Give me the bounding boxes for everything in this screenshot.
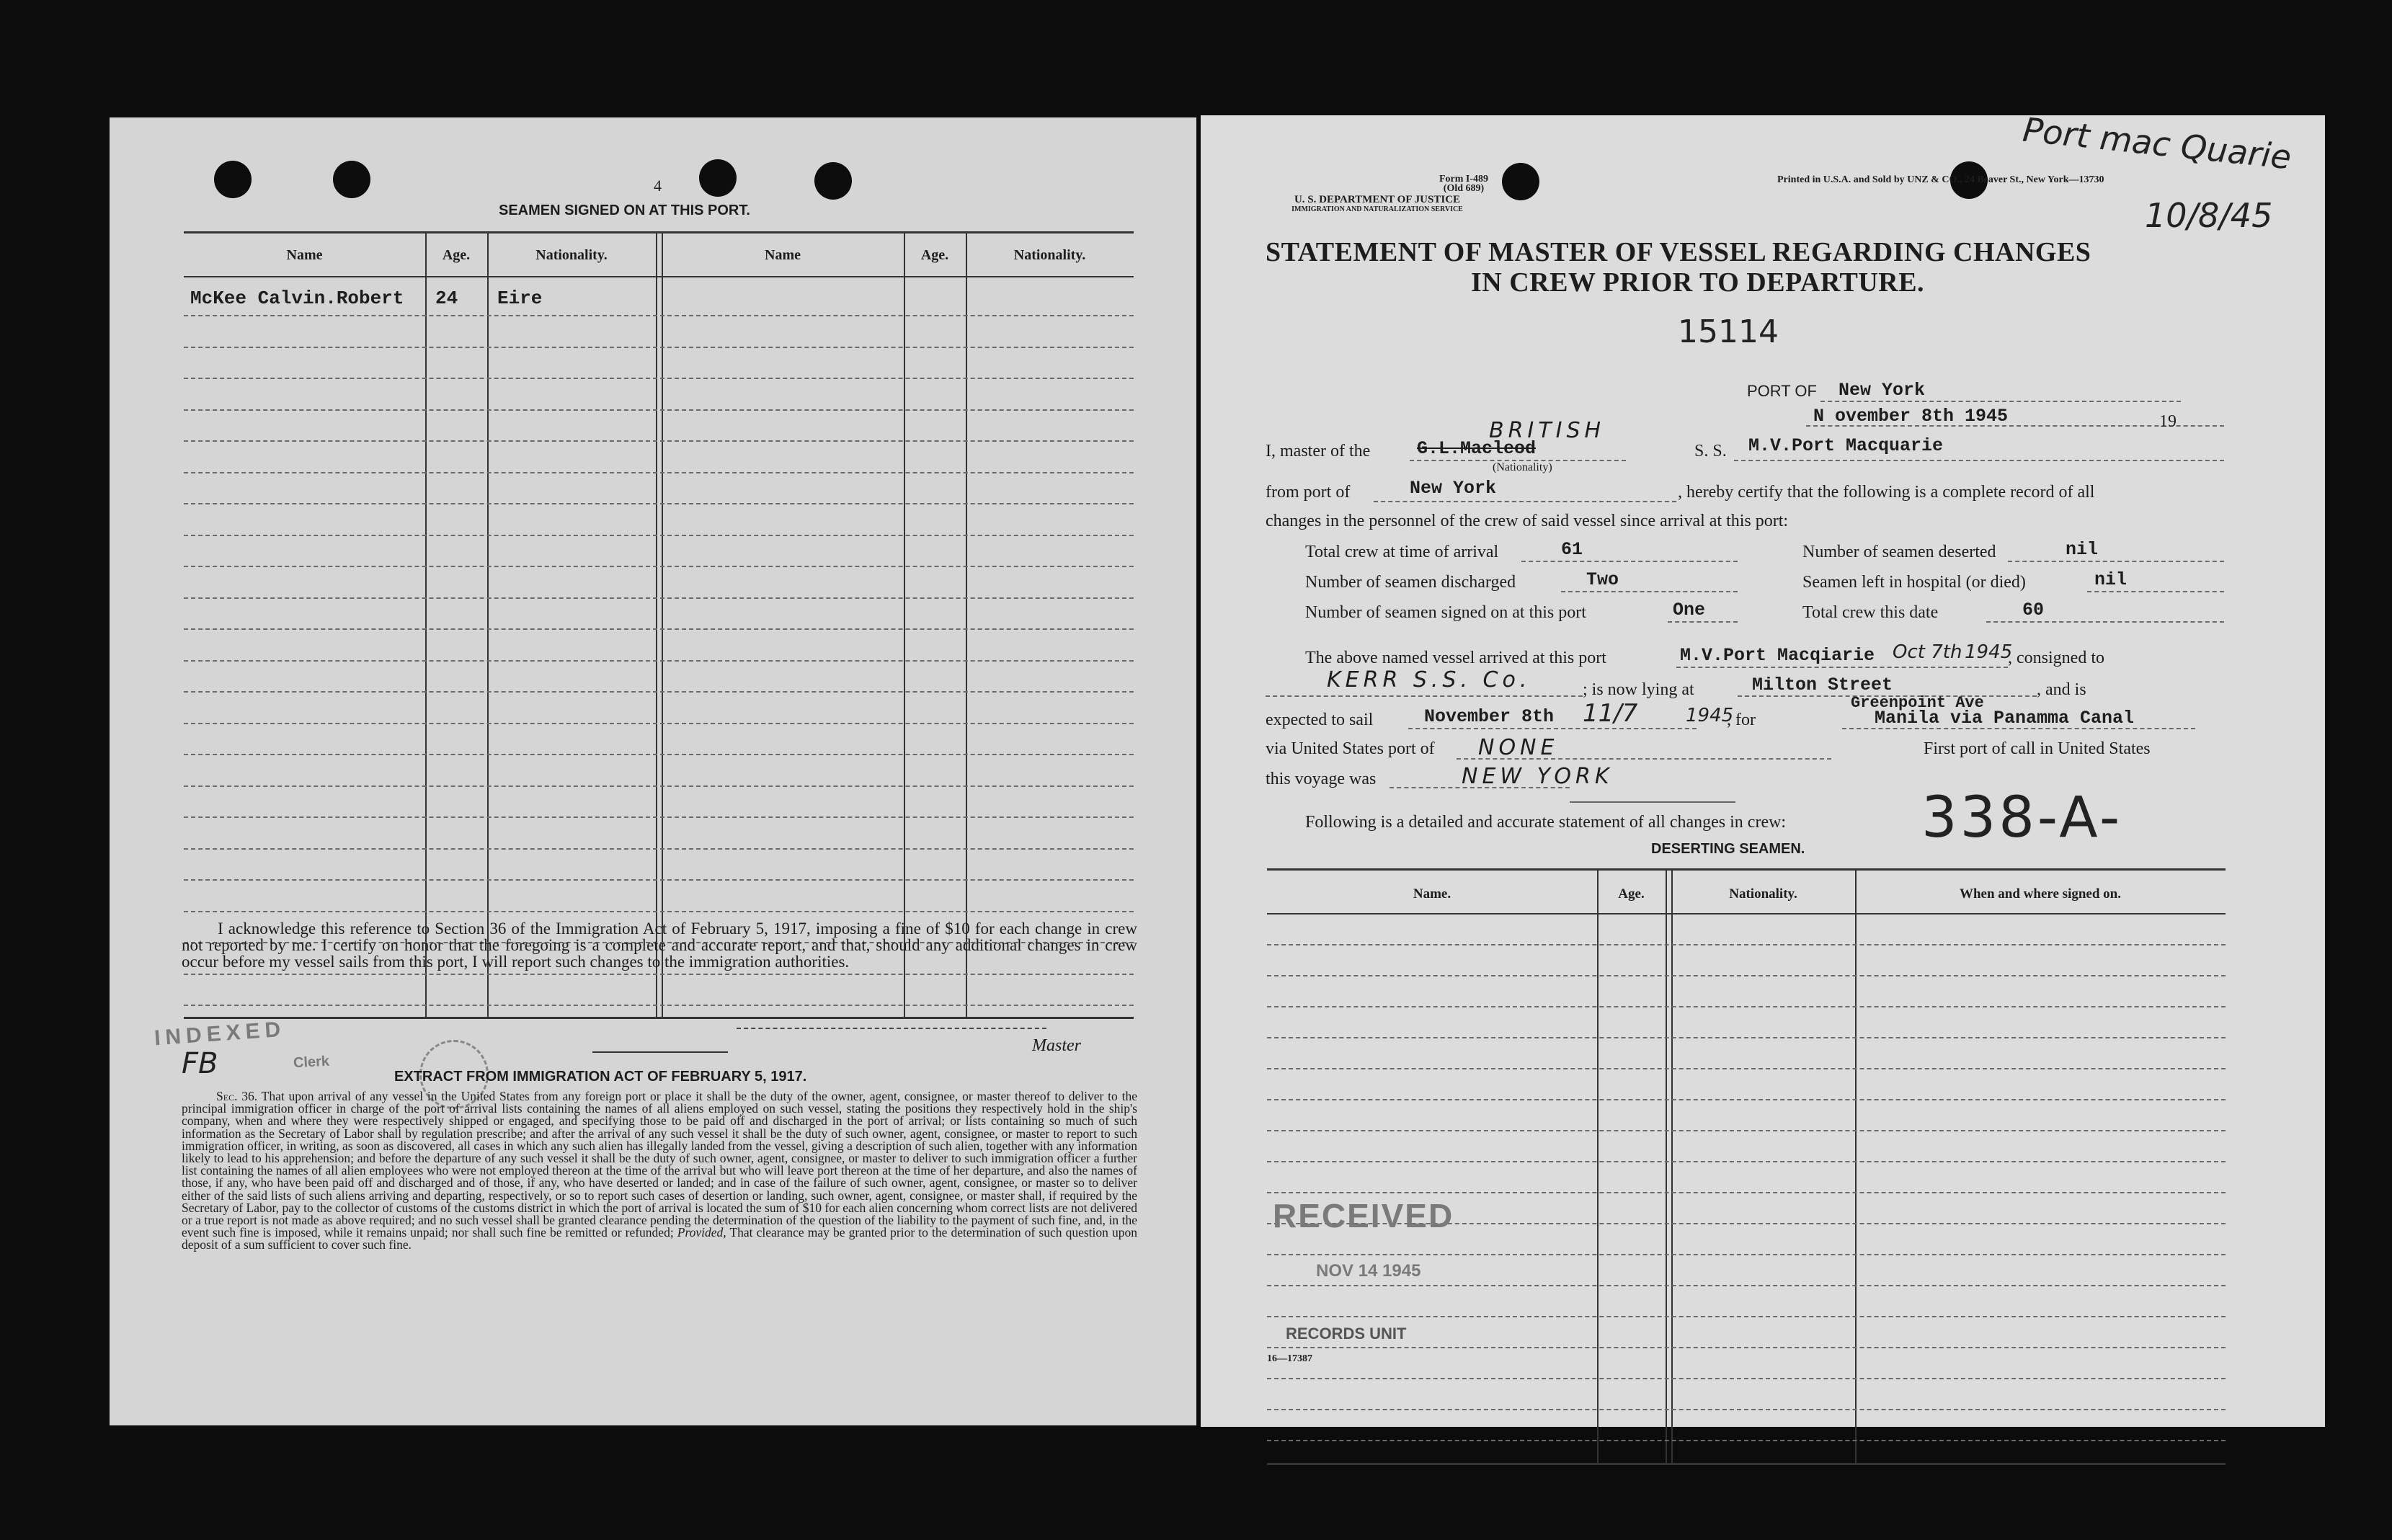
row-line: [1267, 975, 2226, 976]
hospital-value: nil: [2094, 569, 2128, 590]
date-value: N ovember 8th 1945: [1813, 406, 2009, 427]
total-crew-arrival-value: 61: [1561, 539, 1583, 560]
row-line: [184, 785, 1134, 787]
form-title-line2: IN CREW PRIOR TO DEPARTURE.: [1471, 267, 1925, 298]
row-line: [184, 535, 1134, 536]
row-line: [1267, 1378, 2226, 1379]
row-line: [1267, 1037, 2226, 1038]
department: U. S. DEPARTMENT OF JUSTICE: [1294, 194, 1461, 205]
row-line: [184, 911, 1134, 912]
port-of-label: PORT OF: [1747, 382, 1817, 400]
form-title-line1: STATEMENT OF MASTER OF VESSEL REGARDING CHANGES: [1266, 237, 2091, 267]
deserted-value: nil: [2066, 539, 2099, 560]
right-page: [1201, 110, 2325, 1427]
master-of-label: I, master of the: [1266, 442, 1371, 460]
col-header-age: Age.: [442, 247, 471, 263]
discharged-label: Number of seamen discharged: [1305, 573, 1516, 592]
ss-label: S. S.: [1694, 442, 1727, 460]
total-crew-date-label: Total crew this date: [1802, 603, 1939, 622]
col-header-nationality: Nationality.: [535, 247, 608, 263]
row-line: [184, 566, 1134, 567]
handwritten-port-note: Port mac Quarie: [2021, 110, 2293, 177]
row-line: [184, 691, 1134, 693]
form-old: (Old 689): [1443, 183, 1485, 194]
row-line: [184, 879, 1134, 881]
signed-on-label: Number of seamen signed on at this port: [1305, 603, 1586, 622]
deserting-table-bottom: [1267, 1463, 2226, 1465]
deserting-header-age: Age.: [1618, 886, 1645, 902]
deserting-header-name: Name.: [1413, 886, 1451, 902]
total-crew-date-value: 60: [2022, 600, 2045, 620]
row-line: [1267, 1316, 2226, 1317]
consignee-value: KERR S.S. Co.: [1327, 667, 1531, 693]
file-number: 15114: [1678, 313, 1779, 350]
port-of-value: New York: [1839, 380, 1926, 401]
row-line: [184, 816, 1134, 818]
col-header-nationality-2: Nationality.: [1013, 247, 1086, 263]
row-line: [184, 597, 1134, 599]
row-line: [184, 754, 1134, 755]
master-signature-line: [737, 1028, 1046, 1029]
row-line: [1267, 1440, 2226, 1441]
row-line: [1267, 1161, 2226, 1162]
extract-section: Sec. 36.: [216, 1089, 258, 1103]
row-line: [1267, 1347, 2226, 1348]
punch-hole: [333, 161, 370, 198]
consigned-to-label: , consigned to: [2008, 649, 2104, 667]
seaman-age: 24: [435, 288, 458, 309]
row-line: [184, 723, 1134, 724]
total-crew-arrival-label: Total crew at time of arrival: [1305, 543, 1499, 561]
deserted-label: Number of seamen deserted: [1802, 543, 1996, 561]
following-text: Following is a detailed and accurate statement of all changes in crew:: [1305, 813, 1787, 832]
row-line: [184, 974, 1134, 975]
row-line: [184, 1005, 1134, 1006]
row-line: [184, 472, 1134, 473]
and-is-label: , and is: [2037, 680, 2086, 699]
via-label: via United States port of: [1266, 739, 1435, 758]
row-line: [1267, 1409, 2226, 1410]
clerk-initials: FB: [182, 1047, 218, 1080]
col-header-age-2: Age.: [920, 247, 949, 263]
for-label: , for: [1727, 711, 1756, 729]
footer-code: 16—17387: [1267, 1353, 1312, 1364]
deserting-table-top: [1267, 868, 2226, 871]
row-line: [184, 503, 1134, 504]
punch-hole: [214, 161, 252, 198]
arrived-year: 1945: [1965, 641, 2013, 663]
seaman-nationality: Eire: [497, 288, 543, 309]
from-port-label: from port of: [1266, 483, 1351, 502]
section-title: SEAMEN SIGNED ON AT THIS PORT.: [499, 202, 750, 218]
nationality-caption: (Nationality): [1493, 461, 1552, 473]
lying-label: ; is now lying at: [1583, 680, 1694, 699]
arrived-value: M.V.Port Macqiarie: [1680, 645, 1875, 666]
certify-text-2: changes in the personnel of the crew of said vessel since arrival at this port:: [1266, 512, 1789, 530]
form-header: [1374, 174, 1554, 193]
arrived-date: Oct 7th: [1893, 641, 1962, 663]
deserting-header-nationality: Nationality.: [1729, 886, 1797, 902]
row-line: [184, 347, 1134, 348]
punch-hole: [699, 159, 737, 197]
row-line: [1267, 1130, 2226, 1131]
row-line: [184, 409, 1134, 411]
form-number: Form I-489: [1439, 174, 1489, 184]
master-label: Master: [1032, 1036, 1081, 1055]
lying-value: Milton Street: [1752, 675, 1893, 695]
col-header-name: Name: [286, 247, 323, 263]
page-number: 4: [654, 177, 662, 195]
voyage-value: NEW YORK: [1462, 764, 1614, 789]
row-line: [184, 378, 1134, 379]
service: IMMIGRATION AND NATURALIZATION SERVICE: [1291, 205, 1463, 213]
deserting-title: DESERTING SEAMEN.: [1651, 841, 1805, 857]
handwritten-date-note: 10/8/45: [2145, 196, 2273, 235]
nationality-struck: G.L.Macleod: [1417, 438, 1537, 459]
arrived-label: The above named vessel arrived at this port: [1305, 649, 1606, 667]
row-line: [184, 848, 1134, 850]
clerk-label: Clerk: [293, 1053, 330, 1072]
row-line: [1267, 1068, 2226, 1069]
row-line: [1267, 1192, 2226, 1193]
discharged-value: Two: [1586, 569, 1619, 590]
date-suffix: 19: [2159, 412, 2177, 431]
via-value: NONE: [1478, 735, 1559, 760]
row-line: [1267, 1254, 2226, 1255]
punch-hole: [814, 162, 852, 200]
hospital-label: Seamen left in hospital (or died): [1802, 573, 2026, 592]
expected-value: November 8th: [1424, 706, 1555, 727]
expected-hand: 11/7: [1583, 699, 1638, 728]
from-port-value: New York: [1410, 478, 1497, 499]
row-line: [184, 315, 1134, 316]
for-value: Manila via Panamma Canal: [1875, 708, 2135, 729]
col-header-name-2: Name: [765, 247, 801, 263]
left-page: [110, 117, 1196, 1425]
row-line: [184, 440, 1134, 442]
handwritten-code: 338-A-: [1921, 785, 2123, 850]
seaman-name: McKee Calvin.Robert: [190, 288, 404, 309]
indexed-stamp: INDEXED: [154, 1017, 287, 1051]
lying-value-2: Greenpoint Ave: [1851, 694, 1984, 712]
vessel-name: M.V.Port Macquarie: [1748, 435, 1944, 456]
extract-text: Sec. 36. That upon arrival of any vessel in the United States from any foreign port or place it shall be the duty of the owner, agent, consignee, or master thereof to deliver to the principal immigration officer in charge of the port of arrival lists containing the names of all aliens employed on such vessel, stating the positions they respectively hold in the ship's company, when and where they were respectively shipped or engaged, and specifying those to be paid off and discharged in the port of arrival; or lists containing so much of such information as the Secretary of Labor shall by regulation prescribe; and after the arrival of any such vessel it shall be the duty of such owner, agent, consignee, or master to report to such immigration officer, in writing, as soon as discovered, all cases in which any such alien has illegally landed from the vessel, giving a description of such alien, together with any information likely to lead to his apprehension; and before the departure of any such vessel it shall be the duty of such owner, agent, consignee, or master to deliver to such immigration officer a further list containing the names of all alien employees who were not employed thereon at the time of the arrival but who will leave port thereon at the time of her departure, and also the names of those, if any, who have been paid off and discharged and of those, if any, who have deserted or landed; and in case of the failure of such owner, agent, consignee, or master so to deliver either of the said lists of such aliens arriving and departing, respectively, or so to report such cases of desertion or landing, such owner, agent, consignee, or master shall, if required by the Secretary of Labor, pay to the collector of customs of the customs district in which the port of arrival is located the sum of $10 for each alien concerning whom correct lists are not delivered or a true report is not made as above required; and no such vessel shall be granted clearance pending the determination of the question of the liability to the payment of such fine, and, in the event such fine is imposed, while it remains unpaid; nor shall such fine be remitted or refunded; Provided, That clearance may be granted prior to the determination of such question upon deposit of a sum sufficient to cover such fine.: [182, 1089, 1137, 1252]
acknowledgement-text: I acknowledge this reference to Section 36 of the Immigration Act of February 5, 1917, imposing a fine of $10 for each change in crew not reported by me. I certify on honor that the foregoing is a complete and accurate report, and that, should any additional changes in crew occur before my vessel sails from this port, I will report such changes to the immigration authorities.: [182, 920, 1137, 971]
records-unit-stamp: RECORDS UNIT: [1286, 1325, 1407, 1343]
department-header: [1287, 195, 1467, 215]
certify-text: , hereby certify that the following is a complete record of all: [1678, 483, 2095, 502]
row-line: [1267, 1285, 2226, 1286]
voyage-label: this voyage was: [1266, 770, 1377, 788]
printed-by: Printed in U.S.A. and Sold by UNZ & CO., 24 Beaver St., New York—13730: [1777, 174, 2104, 185]
received-stamp: RECEIVED: [1273, 1197, 1454, 1234]
extract-title: EXTRACT FROM IMMIGRATION ACT OF FEBRUARY 5, 1917.: [394, 1069, 807, 1085]
row-line: [1267, 1006, 2226, 1007]
deserting-header-when-where: When and where signed on.: [1959, 886, 2121, 902]
row-line: [184, 660, 1134, 662]
row-line: [1267, 1099, 2226, 1100]
nationality-handwritten: BRITISH: [1489, 418, 1606, 443]
row-line: [1267, 944, 2226, 945]
row-line: [184, 628, 1134, 630]
received-date: NOV 14 1945: [1316, 1261, 1421, 1281]
first-port-label: First port of call in United States: [1924, 739, 2151, 758]
signed-on-value: One: [1673, 600, 1706, 620]
expected-label: expected to sail: [1266, 711, 1374, 729]
table-bottom-rule: [184, 1017, 1134, 1019]
expected-year: 1945: [1686, 705, 1734, 726]
